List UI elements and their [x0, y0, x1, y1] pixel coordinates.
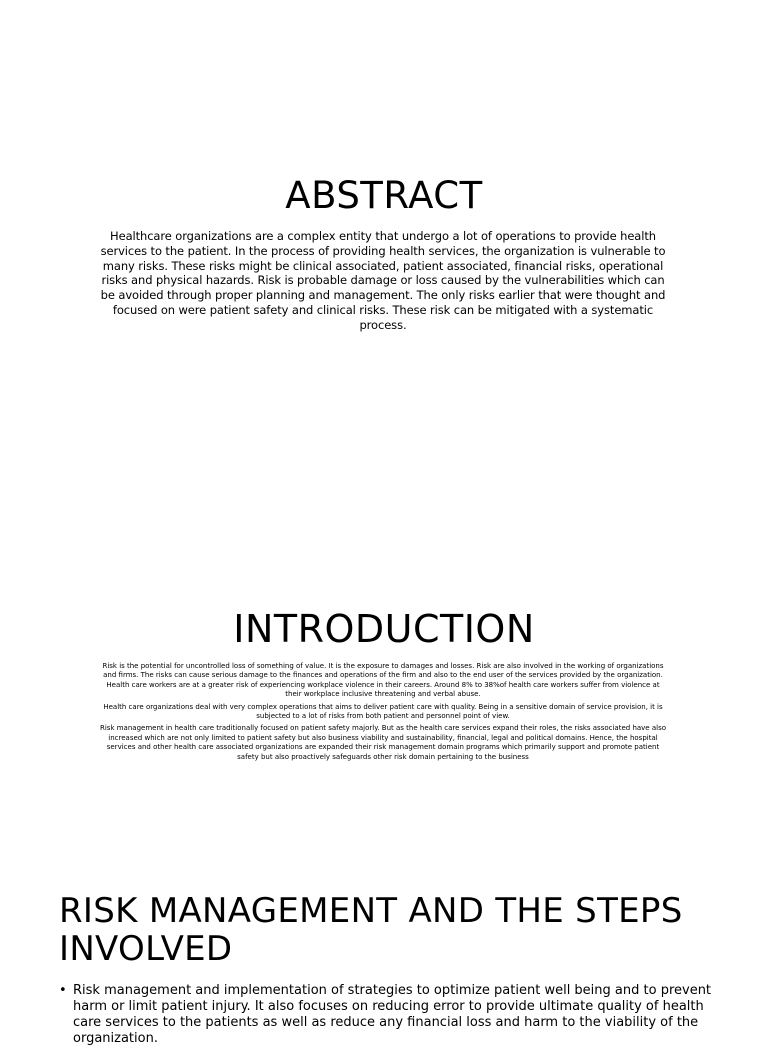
abstract-text: Healthcare organizations are a complex entity that undergo a lot of operations to provide health services to the patient. In the process of providing health services, the organization is vulnerable to many risks. These risks might be clinical associated, patient associated, financial risks, operational risks and physical hazards. Risk is probable damage or loss caused by the vulnerabilities which can be avoided through proper planning and management. The only risks earlier that were thought and focused on were patient safety and clinical risks. These risk can be mitigated with a systematic process. — [100, 229, 666, 332]
introduction-paragraph: Risk is the potential for uncontrolled loss of something of value. It is the exposure to damages and losses. Risk are also involved in the working of organizations and firms. The risks can cause serious damage to the finances and operations of the firm and also to the end user of the services provided by the organization. Health care workers are at a greater risk of experiencing workplace violence in their careers. Around 8% to 38%of health care workers suffer from violence at their workplace inclusive threatening and verbal abuse. — [102, 662, 664, 699]
introduction-title: INTRODUCTION — [233, 607, 535, 651]
bullet-icon: • — [59, 983, 67, 998]
list-item — [59, 983, 714, 1047]
introduction-body — [100, 662, 666, 765]
introduction-paragraph: Health care organizations deal with very complex operations that aims to deliver patient care with quality. Being in a sensitive domain of service provision, it is subjected to a lot of risks from both patient and personnel point of view. — [103, 702, 663, 721]
introduction-paragraph: Risk management in health care traditionally focused on patient safety majorly. But as the health care services expand their roles, the risks associated have also increased which are not only limited to patient safety but also business viability and sustainability, financial, legal and political domains. Hence, the hospital services and other health care associated organizations are expanded their risk management domain programs which primarily support and promote patient safety but also proactively safeguards other risk domain pertaining to the business — [100, 724, 667, 761]
risk-management-list — [59, 983, 714, 1047]
risk-management-title: RISK MANAGEMENT AND THE STEPS INVOLVED — [59, 891, 683, 969]
list-item-text: Risk management and implementation of strategies to optimize patient well being and to prevent harm or limit patient injury. It also focuses on reducing error to provide ultimate quality of health care services to the patients as well as reduce any financial loss and harm to the viability of the organization. — [73, 983, 712, 1046]
abstract-title: ABSTRACT — [285, 174, 483, 217]
